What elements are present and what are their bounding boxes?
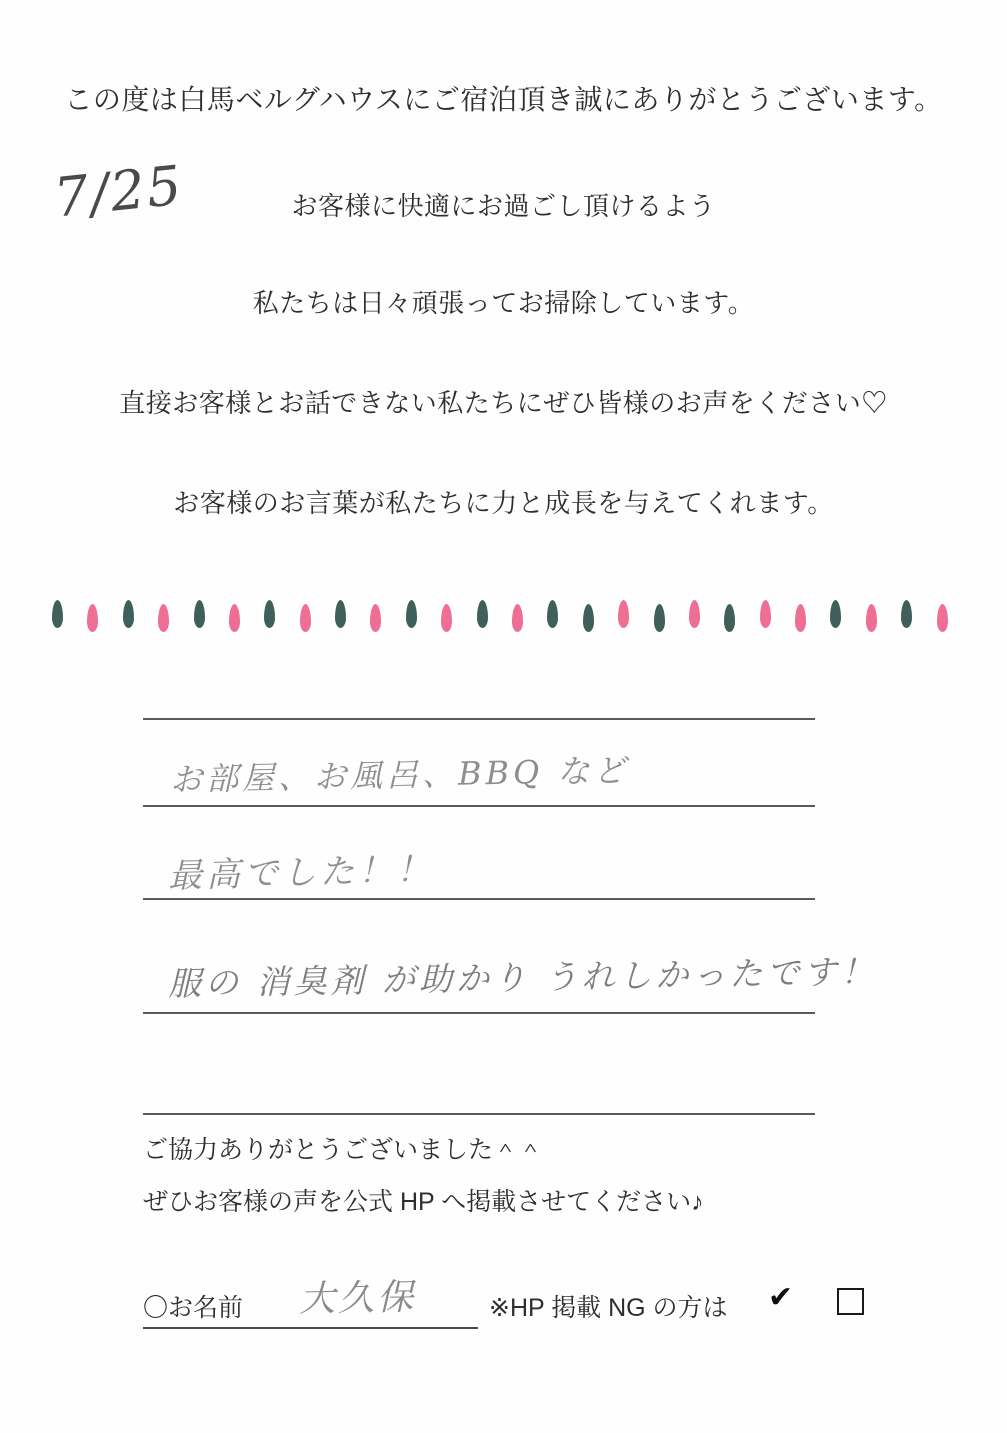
petal-26 <box>937 604 948 632</box>
hp-ng-label: ※HP 掲載 NG の方は <box>489 1294 728 1322</box>
closing-line-1: ご協力ありがとうございました＾＾ <box>143 1136 544 1164</box>
petal-19 <box>689 600 700 628</box>
petal-25 <box>901 600 912 628</box>
petal-12 <box>441 604 452 632</box>
writing-line-1 <box>143 718 815 720</box>
petal-7 <box>264 600 275 628</box>
intro-line-1: この度は白馬ベルグハウスにご宿泊頂き誠にありがとうございます。 <box>64 84 943 115</box>
closing-line-2: ぜひお客様の声を公式 HP へ掲載させてください♪ <box>143 1188 704 1216</box>
petal-20 <box>724 604 735 632</box>
petal-22 <box>795 604 806 632</box>
intro-line-4: 直接お客様とお話できない私たちにぜひ皆様のお声をください♡ <box>119 388 888 418</box>
writing-line-2 <box>143 805 815 807</box>
petal-8 <box>300 604 311 632</box>
petal-1 <box>52 600 63 628</box>
petal-17 <box>618 600 629 628</box>
petal-9 <box>335 600 346 628</box>
petal-13 <box>477 600 488 628</box>
petal-6 <box>229 604 240 632</box>
name-underline <box>143 1327 478 1329</box>
hp-ng-checkbox[interactable] <box>837 1288 864 1315</box>
petal-15 <box>547 600 558 628</box>
name-label: 〇お名前 <box>143 1294 244 1322</box>
writing-line-3 <box>143 898 815 900</box>
intro-line-3: 私たちは日々頑張ってお掃除しています。 <box>252 288 755 318</box>
petal-5 <box>194 600 205 628</box>
petal-11 <box>406 600 417 628</box>
petal-4 <box>158 604 169 632</box>
petal-23 <box>830 600 841 628</box>
handwritten-comment-line-1: お部屋、お風呂、BBQ など <box>169 751 630 799</box>
petal-21 <box>760 600 771 628</box>
petal-14 <box>512 604 523 632</box>
writing-line-4 <box>143 1012 815 1014</box>
petal-2 <box>87 604 98 632</box>
petal-16 <box>583 604 594 632</box>
writing-line-5 <box>143 1113 815 1115</box>
petal-24 <box>866 604 877 632</box>
intro-line-2: お客様に快適にお過ごし頂けるよう <box>291 191 716 221</box>
check-mark-icon: ✔ <box>768 1281 794 1314</box>
handwritten-comment-line-3: 服の 消臭剤 が助かり うれしかったです！ <box>167 951 878 1004</box>
handwritten-date: 7/25 <box>51 153 187 230</box>
name-value: 大久保 <box>298 1276 417 1321</box>
handwritten-comment-line-2: 最高でした！！ <box>167 849 435 897</box>
intro-line-5: お客様のお言葉が私たちに力と成長を与えてくれます。 <box>173 488 834 518</box>
petal-divider <box>48 598 968 634</box>
petal-3 <box>123 600 134 628</box>
petal-10 <box>370 604 381 632</box>
petal-18 <box>654 604 665 632</box>
